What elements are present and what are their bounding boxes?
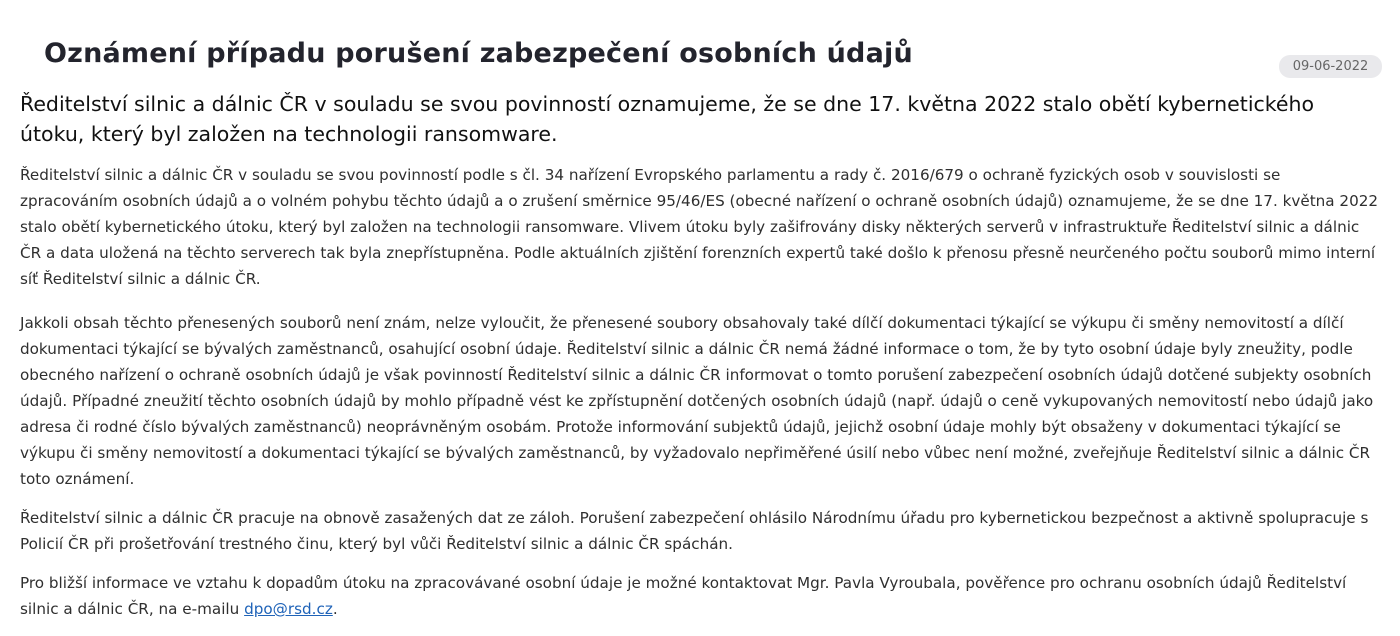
page-title: Oznámení případu porušení zabezpečení osobních údajů bbox=[44, 38, 913, 69]
body-paragraph-3: Ředitelství silnic a dálnic ČR pracuje na obnově zasažených dat ze záloh. Porušení zabezpečení ohlásilo Národnímu úřadu pro kybernetickou bezpečnost a aktivně spolupracuje s Policií ČR při prošetřování trestného činu, který byl vůči Ředitelství silnic a dálnic ČR spáchán. bbox=[20, 509, 1369, 553]
contact-text: Pro bližší informace ve vztahu k dopadům útoku na zpracovávané osobní údaje je možné kontaktovat Mgr. Pavla Vyroubala, pověřence pro ochranu osobních údajů Ředitelství silnic a dálnic ČR, na e-mailu bbox=[20, 574, 1347, 618]
lead-paragraph: Ředitelství silnic a dálnic ČR v souladu se svou povinností oznamujeme, že se dne 17. května 2022 stalo obětí kybernetického útoku, který byl založen na technologii ransomware. bbox=[20, 92, 1315, 146]
body-paragraph-1: Ředitelství silnic a dálnic ČR v souladu se svou povinností podle s čl. 34 nařízení Evropského parlamentu a rady č. 2016/679 o ochraně fyzických osob v souvislosti se zpracováním osobních údajů a o volném pohybu těchto údajů a o zrušení směrnice 95/46/ES (obecné nařízení o ochraně osobních údajů) oznamujeme, že se dne 17. května 2022 stalo obětí kybernetického útoku, který byl založen na technologii ransomware. Vlivem útoku byly zašifrovány disky některých serverů v infrastruktuře Ředitelství silnic a dálnic ČR a data uložená na těchto serverech tak byla znepřístupněna. Podle aktuálních zjištění forenzních expertů také došlo k přenosu přesně neurčeného počtu souborů mimo interní síť Ředitelství silnic a dálnic ČR. bbox=[20, 166, 1379, 288]
contact-paragraph bbox=[20, 570, 1382, 622]
body-paragraph-2: Jakkoli obsah těchto přenesených souborů není znám, nelze vyloučit, že přenesené soubory obsahovaly také dílčí dokumentaci týkající se výkupu či směny nemovitostí a dílčí dokumentaci týkající se bývalých zaměstnanců, osahující osobní údaje. Ředitelství silnic a dálnic ČR nemá žádné informace o tom, že by tyto osobní údaje byly zneužity, podle obecného nařízení o ochraně osobních údajů je však povinností Ředitelství silnic a dálnic ČR informovat o tomto porušení zabezpečení osobních údajů dotčené subjekty osobních údajů. Případné zneužití těchto osobních údajů by mohlo případně vést ke zpřístupnění dotčených osobních údajů (např. údajů o ceně vykupovaných nemovitostí nebo údajů jako adresa či rodné číslo bývalých zaměstnanců) neoprávněným osobám. Protože informování subjektů údajů, jejichž osobní údaje mohly být obsaženy v dokumentaci týkající se výkupu či směny nemovitostí a dokumentaci týkající se bývalých zaměstnanců, by vyžadovalo nepřiměřené úsilí nebo vůbec není možné, zveřejňuje Ředitelství silnic a dálnic ČR toto oznámení. bbox=[20, 314, 1374, 488]
contact-suffix: . bbox=[332, 600, 338, 618]
email-link[interactable]: dpo@rsd.cz bbox=[244, 600, 333, 618]
date-badge: 09-06-2022 bbox=[1279, 55, 1382, 78]
